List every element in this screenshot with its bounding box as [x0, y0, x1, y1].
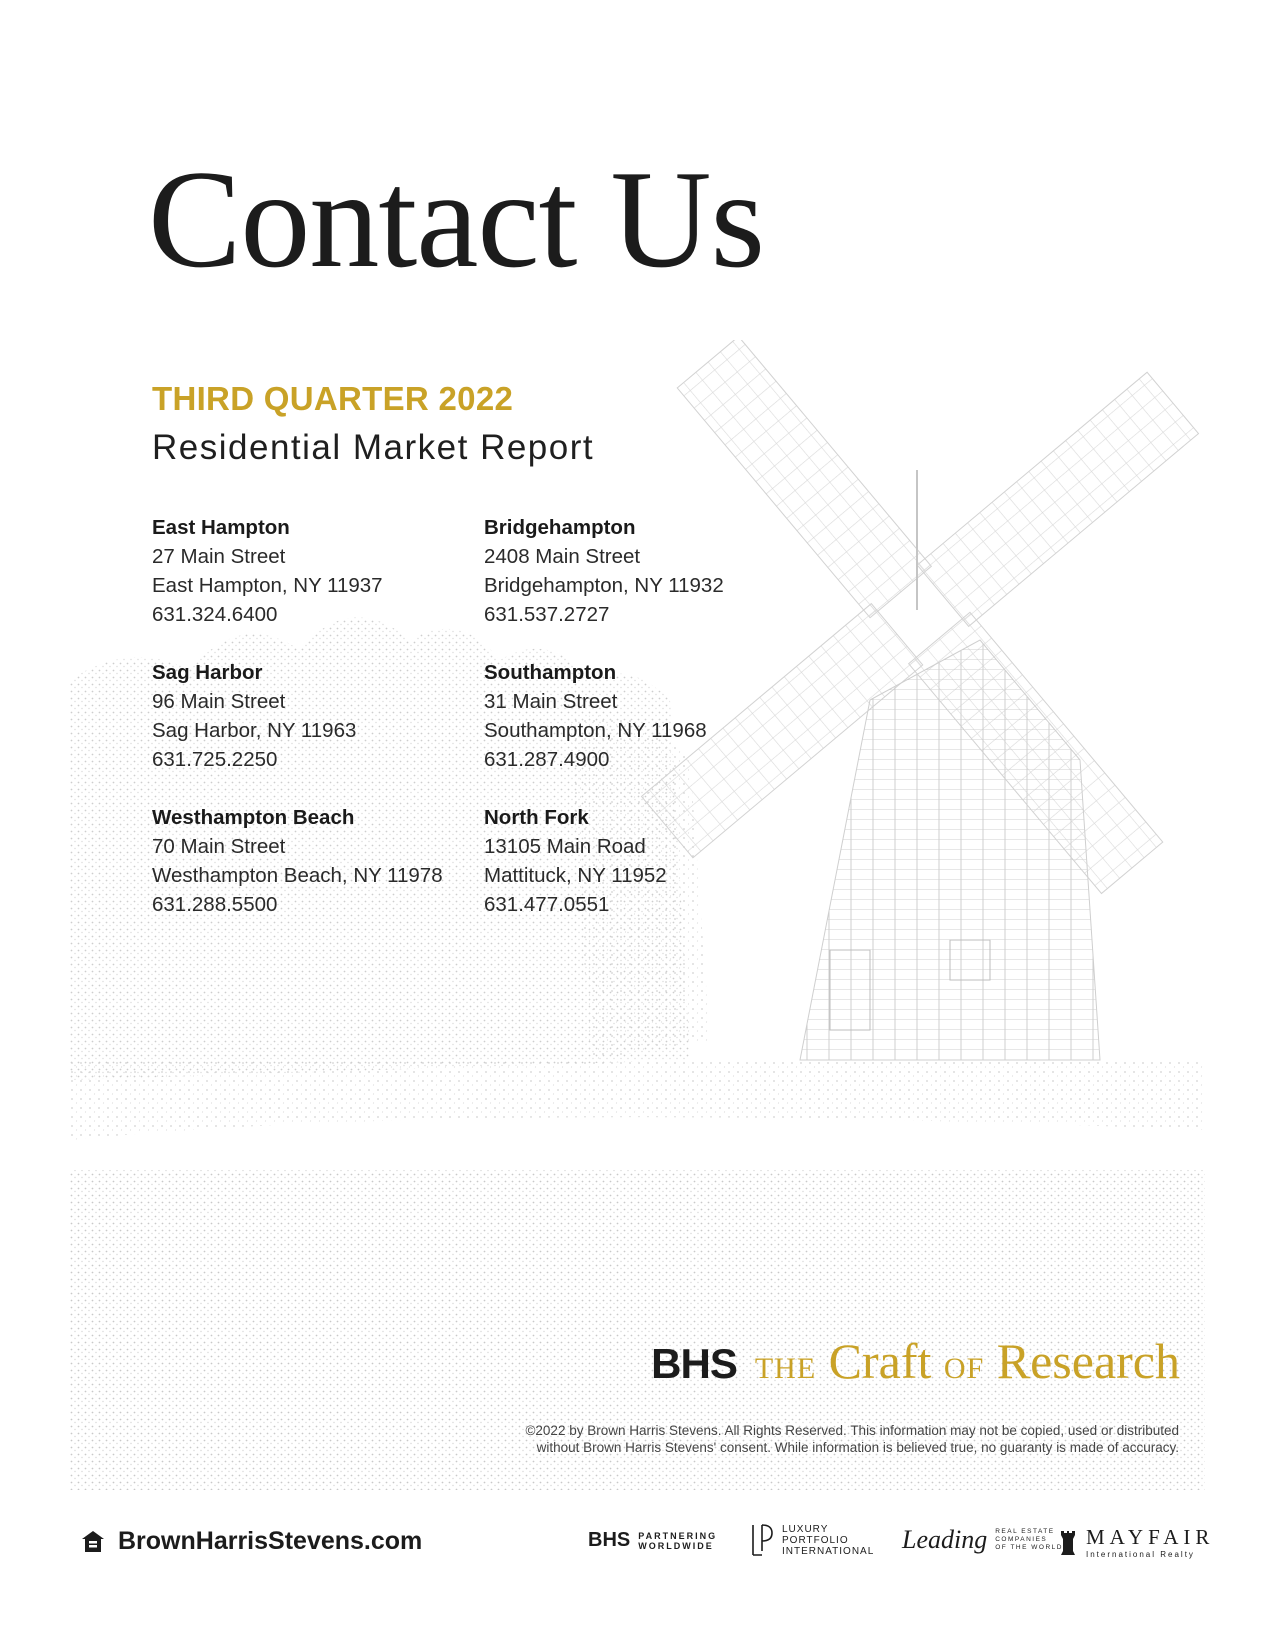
report-subtitle: Residential Market Report	[152, 428, 595, 467]
mayfair-logo	[1058, 1525, 1214, 1560]
mayfair-text	[1086, 1525, 1214, 1560]
office-street: 70 Main Street	[152, 835, 286, 858]
website-text[interactable]: BrownHarrisStevens.com	[118, 1527, 423, 1555]
leading-real-estate-logo	[902, 1525, 1063, 1555]
leading-text	[995, 1528, 1063, 1552]
office-name: North Fork	[484, 806, 589, 829]
partner-bhs-line2: WORLDWIDE	[638, 1540, 714, 1551]
office-north-fork	[484, 803, 804, 919]
office-city: Bridgehampton, NY 11932	[484, 574, 724, 597]
partner-bhs-text	[638, 1531, 717, 1551]
legal-line-1: ©2022 by Brown Harris Stevens. All Rights Reserved. This information may not be copied, used or distributed	[525, 1423, 1179, 1438]
tagline-of: OF	[943, 1352, 985, 1385]
office-bridgehampton	[484, 513, 804, 629]
page-title: Contact Us	[148, 142, 765, 297]
leading-script: Leading	[902, 1525, 988, 1554]
bhs-partnering-worldwide-logo	[588, 1529, 717, 1552]
partner-bhs-line1: PARTNERING	[638, 1530, 718, 1541]
office-city: Mattituck, NY 11952	[484, 864, 667, 887]
office-name: Southampton	[484, 661, 617, 684]
legal-notice	[419, 1422, 1179, 1456]
footer	[0, 1505, 1275, 1585]
craft-of-research-logo	[651, 1332, 1180, 1390]
office-westhampton-beach	[152, 803, 472, 919]
lpi-line2: PORTFOLIO	[782, 1534, 849, 1546]
office-phone[interactable]: 631.324.6400	[152, 603, 278, 626]
office-phone[interactable]: 631.477.0551	[484, 893, 610, 916]
office-street: 27 Main Street	[152, 545, 286, 568]
website-link[interactable]	[80, 1527, 422, 1556]
office-name: East Hampton	[152, 516, 290, 539]
office-city: Sag Harbor, NY 11963	[152, 719, 357, 742]
leading-line2: COMPANIES	[995, 1536, 1048, 1543]
office-street: 2408 Main Street	[484, 545, 641, 568]
lpi-text	[782, 1524, 874, 1557]
leading-line1: REAL ESTATE	[995, 1528, 1055, 1535]
mayfair-tower-icon	[1058, 1529, 1078, 1557]
tagline-research: Research	[996, 1333, 1180, 1389]
office-street: 13105 Main Road	[484, 835, 646, 858]
mayfair-sub: International Realty	[1086, 1550, 1195, 1559]
equal-housing-icon	[80, 1529, 106, 1555]
tagline-craft: Craft	[828, 1333, 932, 1389]
office-city: East Hampton, NY 11937	[152, 574, 383, 597]
office-city: Westhampton Beach, NY 11978	[152, 864, 443, 887]
lpi-line1: LUXURY	[782, 1523, 829, 1535]
office-east-hampton	[152, 513, 472, 629]
luxury-portfolio-logo	[750, 1523, 874, 1557]
office-southampton	[484, 658, 804, 774]
mayfair-word: MAYFAIR	[1086, 1525, 1215, 1549]
office-phone[interactable]: 631.537.2727	[484, 603, 610, 626]
office-city: Southampton, NY 11968	[484, 719, 707, 742]
lpi-line3: INTERNATIONAL	[782, 1545, 875, 1557]
tagline-the: THE	[754, 1352, 817, 1385]
leading-line3: OF THE WORLD	[995, 1544, 1063, 1551]
office-name: Sag Harbor	[152, 661, 263, 684]
brand-tagline	[755, 1332, 1180, 1390]
office-street: 96 Main Street	[152, 690, 286, 713]
office-street: 31 Main Street	[484, 690, 618, 713]
bhs-logo: BHS	[651, 1340, 737, 1387]
lpi-mark-icon	[750, 1523, 774, 1557]
partner-bhs-mark: BHS	[588, 1529, 631, 1551]
office-phone[interactable]: 631.287.4900	[484, 748, 610, 771]
office-phone[interactable]: 631.725.2250	[152, 748, 278, 771]
office-name: Bridgehampton	[484, 516, 636, 539]
office-phone[interactable]: 631.288.5500	[152, 893, 278, 916]
office-name: Westhampton Beach	[152, 806, 355, 829]
office-sag-harbor	[152, 658, 472, 774]
legal-line-2: without Brown Harris Stevens' consent. While information is believed true, no guaranty is made of accuracy.	[536, 1440, 1179, 1455]
report-quarter: THIRD QUARTER 2022	[152, 380, 514, 417]
